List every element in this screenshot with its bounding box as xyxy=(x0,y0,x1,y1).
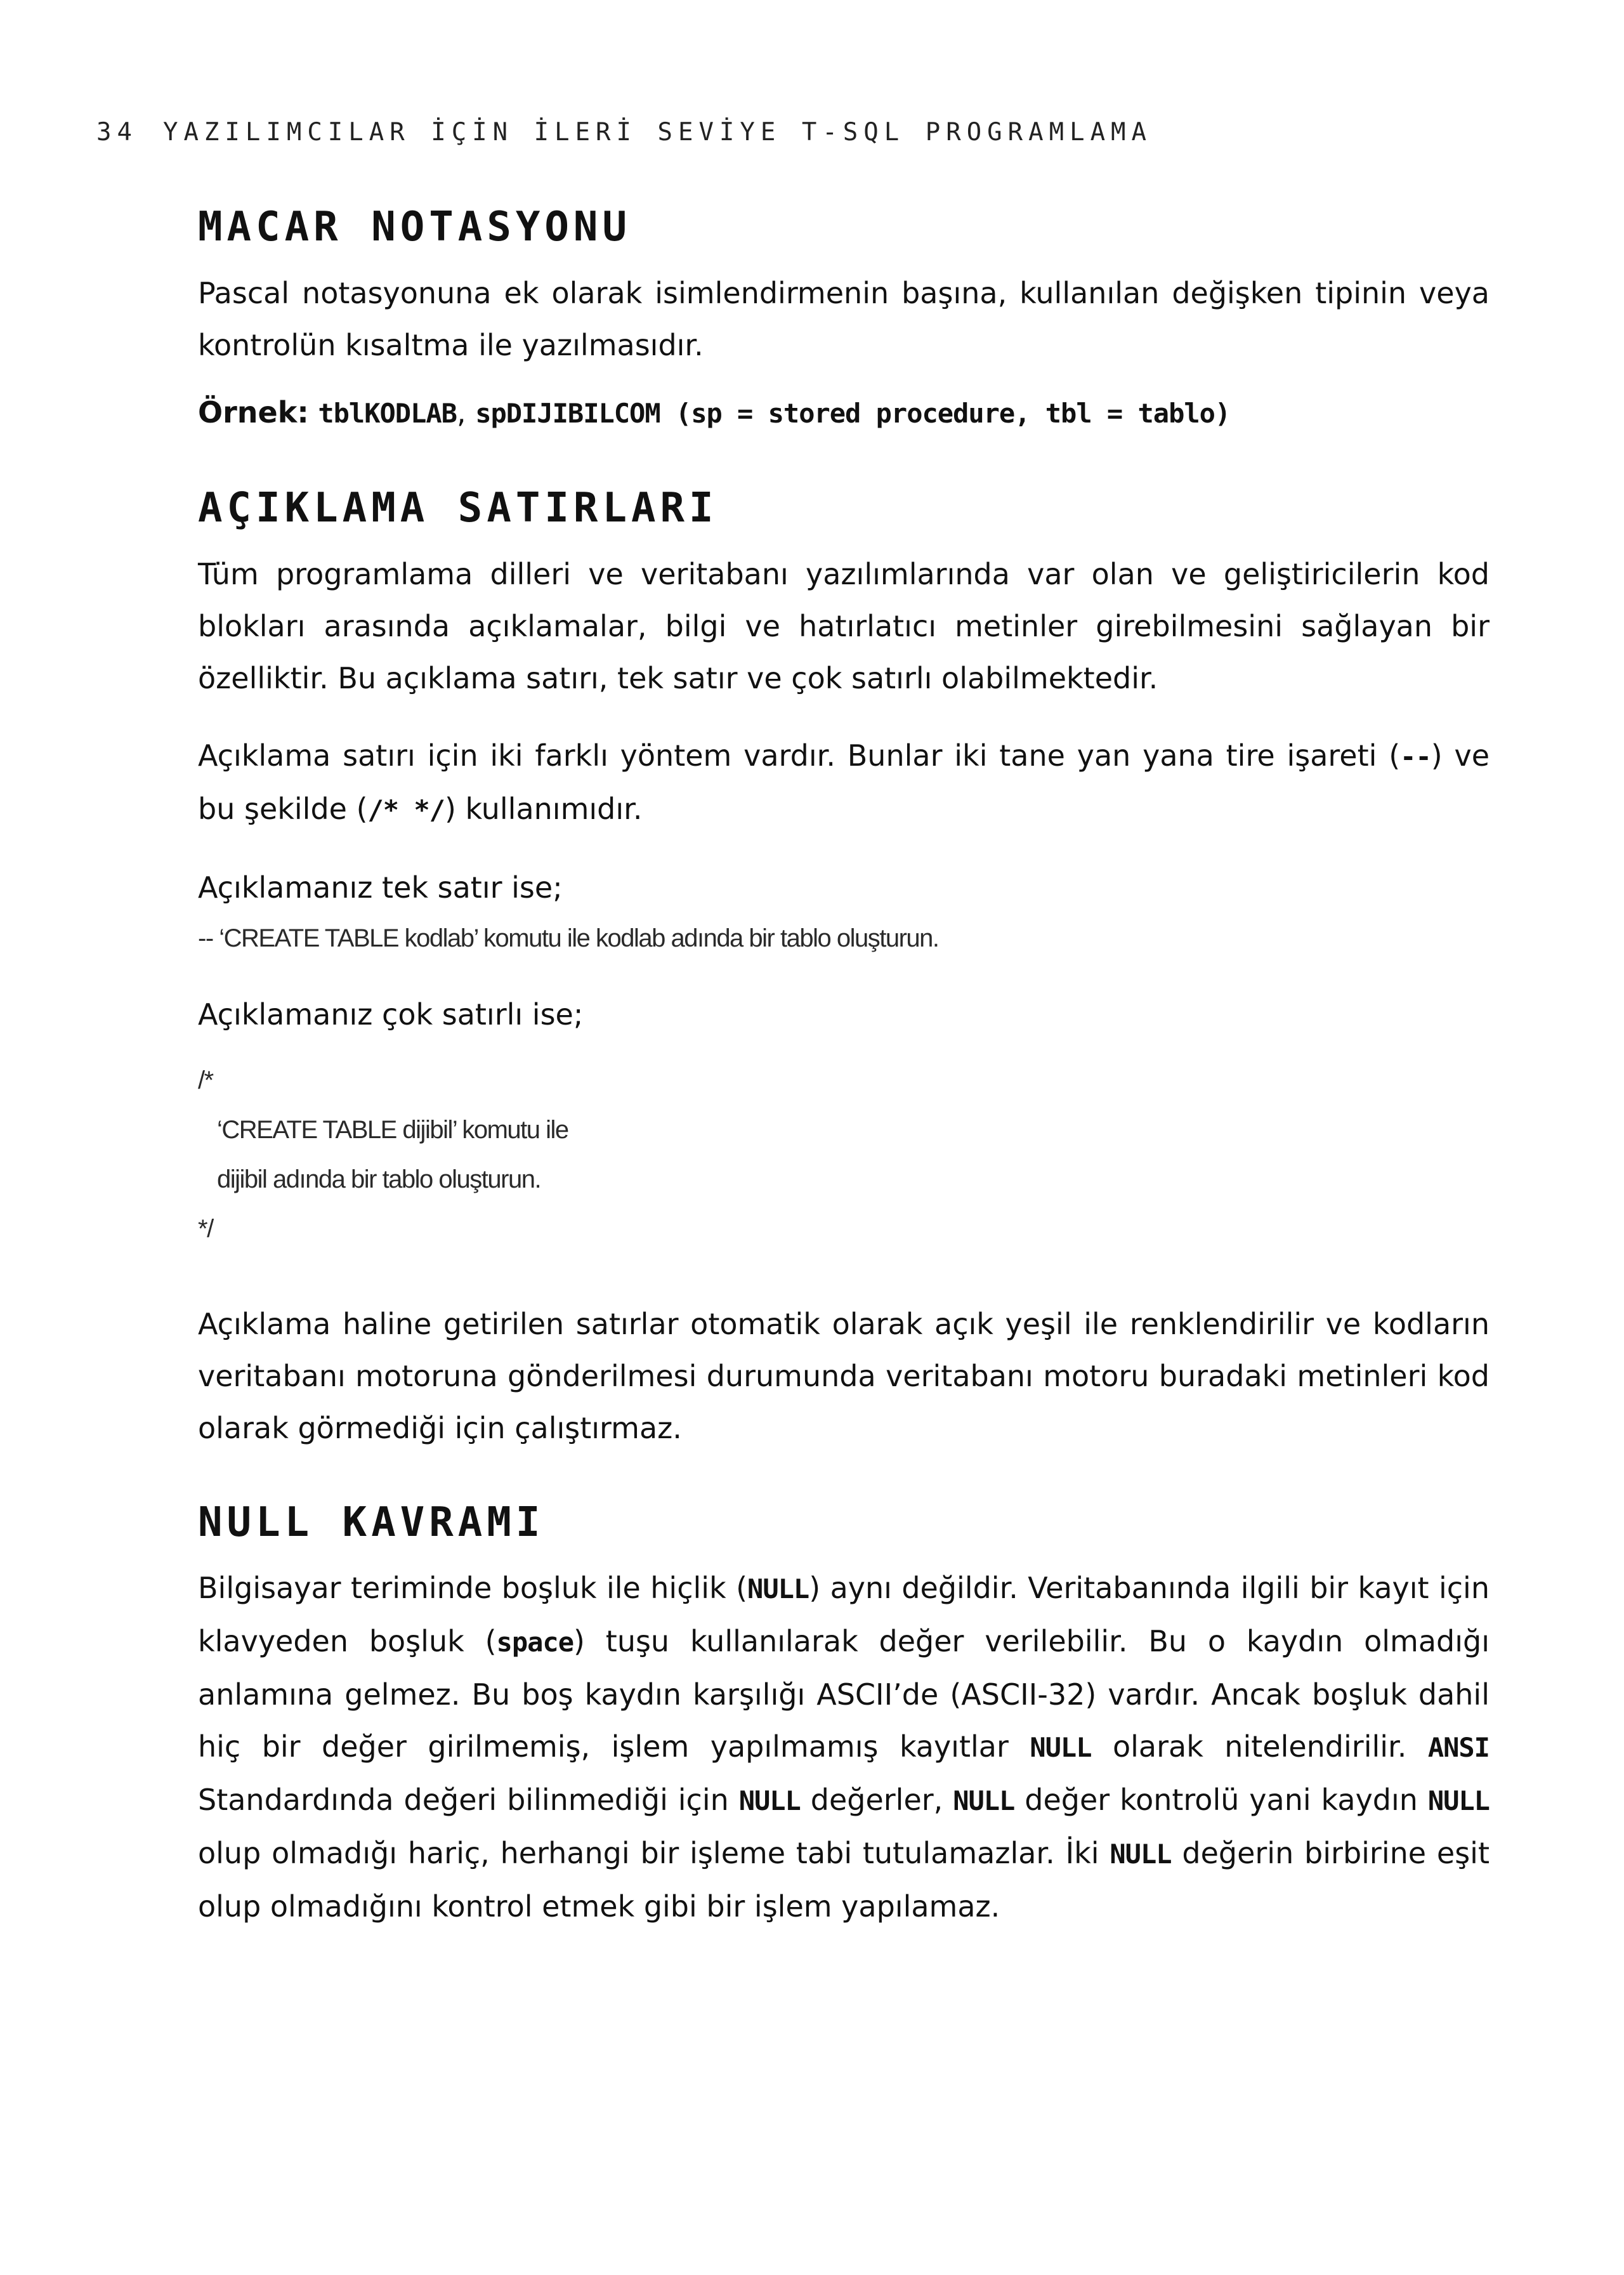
multi-line-label: Açıklamanız çok satırlı ise; xyxy=(198,997,584,1032)
heading-aciklama-satirlari: AÇIKLAMA SATIRLARI xyxy=(198,484,718,532)
section-aciklama-satirlari xyxy=(198,484,1490,1454)
comment-line: dijibil adında bir tablo oluşturun. xyxy=(217,1165,541,1193)
example-code-sp: spDIJIBILCOM (sp = stored procedure, tbl = tablo) xyxy=(475,397,1231,429)
paragraph-null xyxy=(198,1562,1490,1932)
heading-macar-notasyonu: MACAR NOTASYONU xyxy=(198,204,631,251)
book-title: YAZILIMCILAR İÇİN İLERİ SEVİYE T-SQL PROGRAMLAMA xyxy=(162,118,1153,147)
code-ansi: ANSI xyxy=(1427,1732,1490,1764)
code-null: NULL xyxy=(1030,1732,1092,1764)
paragraph-aciklama-1: Tüm programlama dilleri ve veritabanı yazılımlarında var olan ve geliştiricilerin kod blokları arasında açıklamalar, bilgi ve hatırlatıcı metinler girebilmesini sağlayan bir özelliktir. Bu açıklama satırı, tek satır ve çok satırlı olabilmektedir. xyxy=(198,556,1490,695)
text-run: Bilgisayar teriminde boşluk ile hiçlik ( xyxy=(198,1571,748,1606)
text-run: ) ve bu şekilde ( xyxy=(198,738,1490,826)
code-null: NULL xyxy=(738,1785,801,1817)
code-null: NULL xyxy=(1110,1839,1172,1870)
page-number: 34 xyxy=(96,118,138,147)
comment-open: /* xyxy=(198,1066,213,1094)
comment-line: ‘CREATE TABLE dijibil’ komutu ile xyxy=(217,1115,568,1144)
text-run: ) kullanımıdır. xyxy=(444,791,643,826)
text-run: değerin birbirine eşit olup olmadığını kontrol etmek gibi bir işlem yapılamaz. xyxy=(198,1836,1490,1924)
text-run: değer kontrolü yani kaydın xyxy=(1014,1783,1428,1818)
text-run: değerler, xyxy=(800,1783,953,1818)
paragraph-macar: Pascal notasyonuna ek olarak isimlendirmenin başına, kullanılan değişken tipinin veya kontrolün kısaltma ile yazılmasıdır. xyxy=(198,275,1490,362)
example-comma: , xyxy=(456,395,466,429)
text-run: ) tuşu kullanılarak değer verilebilir. Bu o kaydın olmadığı anlamına gelmez. Bu boş kaydın karşılığı ASCII’de (ASCII-32) vardır. Ancak boşluk dahil hiç bir değer girilmemiş, işlem yapılmamış kayıtlar xyxy=(198,1624,1490,1764)
multi-line-example xyxy=(198,1056,1490,1254)
code-null: NULL xyxy=(953,1785,1015,1817)
text-run: ) aynı değildir. Veritabanında ilgili bir kayıt için klavyeden boşluk ( xyxy=(198,1571,1490,1659)
code-block-comment: /* */ xyxy=(367,794,445,825)
running-header xyxy=(96,118,1152,147)
paragraph-aciklama-2 xyxy=(198,730,1490,836)
code-space: space xyxy=(496,1627,573,1658)
single-line-label: Açıklamanız tek satır ise; xyxy=(198,870,563,905)
section-macar-notasyonu xyxy=(198,203,1490,440)
text-run: olarak nitelendirilir. xyxy=(1091,1729,1428,1764)
example-label: Örnek: xyxy=(198,395,309,429)
paragraph-aciklama-3: Açıklama haline getirilen satırlar otomatik olarak açık yeşil ile renklendirilir ve kodların veritabanı motoruna gönderilmesi durumunda veritabanı motoru buradaki metinleri kod olarak görmediği için çalıştırmaz. xyxy=(198,1306,1490,1445)
text-run: Standardında değeri bilinmediği için xyxy=(198,1783,739,1818)
text-run: Açıklama satırı için iki farklı yöntem vardır. Bunlar iki tane yan yana tire işareti ( xyxy=(198,738,1401,773)
example-line xyxy=(198,386,1490,440)
section-null-kavrami xyxy=(198,1498,1490,1933)
example-code-tbl: tblKODLAB xyxy=(318,397,457,429)
heading-null-kavrami: NULL KAVRAMI xyxy=(198,1498,545,1546)
code-null: NULL xyxy=(1427,1785,1490,1817)
comment-close: */ xyxy=(198,1214,213,1243)
page-content xyxy=(198,203,1490,1932)
code-null: NULL xyxy=(747,1573,809,1605)
code-double-dash: -- xyxy=(1400,740,1431,772)
single-line-example: -- ‘CREATE TABLE kodlab’ komutu ile kodlab adında bir tablo oluşturun. xyxy=(198,924,939,952)
text-run: olup olmadığı hariç, herhangi bir işleme tabi tutulamazlar. İki xyxy=(198,1836,1110,1871)
